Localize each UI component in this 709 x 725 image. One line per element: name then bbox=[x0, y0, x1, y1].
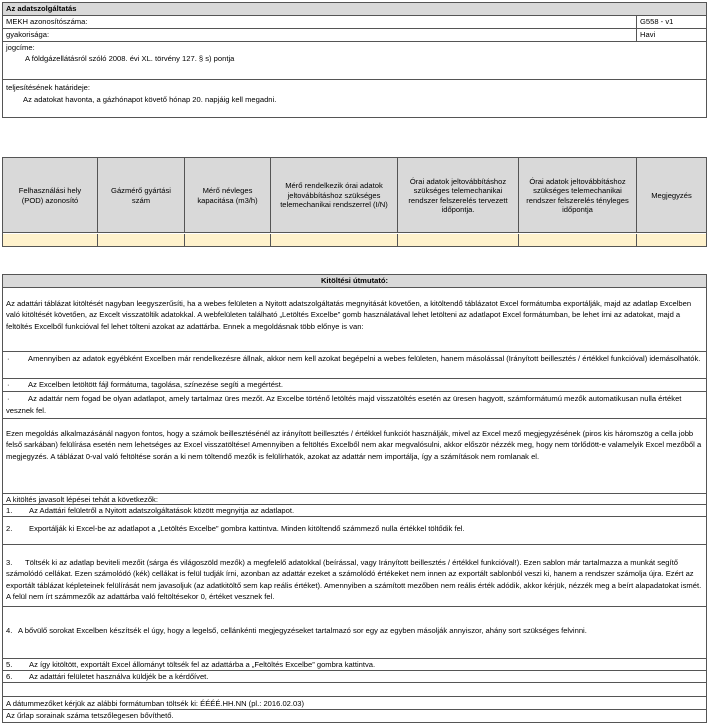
cell-telemetry-yn[interactable] bbox=[271, 234, 398, 246]
step-text: Töltsék ki az adatlap beviteli mezőit (sárga és világoszöld mezők) a megfelelő adatokkal (beírással, vagy Irányított beillesztés / értékkel funkcióval!). Ezen sablon már tartalmazza a munkát segítő számolódó cellákat. Ezen számolódó (kék) cellákat is felül tudják írni, azonban az adattár ezeket a számolódó értékeket nem innen az exportált sablonból veszi ki, hanem a rendszer számolja újra. Ezért az exportált táblázat képleteinek felülírását nem javasoljuk (az adatkitöltő sem kap reális értéket). Amennyiben a számított mezőben nem reális érték adódik, akkor kérjük, nézzék meg a beírt alapadatokat ismét. A felül nem írt számmezők az adattárba való feltöltésekor 0, értéket vesznek fel. bbox=[6, 558, 702, 602]
cell-meter-capacity[interactable] bbox=[185, 234, 271, 246]
step-2 bbox=[3, 517, 706, 545]
step-text: Exportálják ki Excel-be az adatlapot a „Letöltés Excelbe” gombra kattintva. Minden kitöltendő számmező nulla értékkel töltődik fel. bbox=[29, 524, 465, 533]
header-comment: Megjegyzés bbox=[651, 190, 692, 200]
bullet-text: Az adattár nem fogad be olyan adatlapot, amely tartalmaz üres mezőt. Az Excelbe történő letöltés majd visszatöltés esetén az üresen hagyott, számformátumú mezők automatikusan nulla értéket vesznek fel. bbox=[6, 394, 682, 415]
step-number: 4. bbox=[6, 626, 13, 635]
section-title: Az adatszolgáltatás bbox=[3, 3, 706, 16]
guide-note: Ezen megoldás alkalmazásánál nagyon fontos, hogy a számok beillesztésénél az irányított beillesztés / értékkel funkciót használják, mivel az Excel mező megjegyzésének (piros kis háromszög a cella jobb felső sarkában) felülírása esetén nem lehetséges az Excel visszatöltése! Amennyiben a feltöltés Excelből nem akar megvalósulni, akkor először nézzék meg, hogy nem törlődött-e valamelyik Excel mezőből a megjegyzés. A táblázat 0-val való feltöltése során a ki nem töltendő mezők is felülírhatók, azokat az adattár nem importálja, így a számítások nem romlanak el. bbox=[6, 429, 702, 461]
deadline-block bbox=[3, 80, 706, 117]
guide-bullet-2 bbox=[3, 378, 706, 391]
step-number: 1. bbox=[6, 506, 13, 515]
bullet-marker: · bbox=[7, 354, 10, 363]
table-input-row bbox=[3, 234, 706, 246]
step-number: 6. bbox=[6, 672, 13, 681]
step-5 bbox=[3, 659, 706, 671]
blank-row bbox=[3, 683, 706, 697]
cell-actual-date[interactable] bbox=[519, 234, 637, 246]
step-number: 5. bbox=[6, 660, 13, 669]
guide-intro: Az adattári táblázat kitöltését nagyban leegyszerűsíti, ha a webes felületen a Nyitott adatszolgáltatás megnyitását követően, a kitöltendő táblázatot Excel formátumba exportálják, majd az adatlap Excelben való kitöltését követően, az Excelt visszatöltik adatokkal. A webfelületen található „Letöltés Excelbe” gomb használatával lehet letölteni az adatlapot Excel formátumban, be lehet írni az adatokat, majd a feltöltés Excelből funkcióval fel lehet tölteni azokat az adattárba. Ennek a megoldásnak több előnye is van: bbox=[6, 299, 692, 331]
fill-guide-box bbox=[2, 274, 707, 723]
header-planned-date: Órai adatok jeltovábbításhoz szükséges telemechanikai rendszer felszerelés tervezett időpontja. bbox=[398, 158, 519, 233]
rows-expand-note: Az űrlap sorainak száma tetszőlegesen bővíthető. bbox=[6, 711, 174, 720]
bullet-marker: · bbox=[7, 380, 10, 389]
mekh-label: MEKH azonosítószáma: bbox=[3, 16, 637, 29]
step-3-text-wrap bbox=[3, 545, 706, 603]
step-text: Az adattári felületet használva küldjék be a kérdőívet. bbox=[29, 672, 209, 681]
cell-planned-date[interactable] bbox=[398, 234, 519, 246]
guide-bullet-3 bbox=[3, 391, 706, 419]
cell-meter-serial[interactable] bbox=[98, 234, 185, 246]
legal-basis-value: A földgázellátásról szóló 2008. évi XL. törvény 127. § s) pontja bbox=[25, 54, 235, 64]
guide-title: Kitöltési útmutató: bbox=[3, 275, 706, 288]
bullet-marker: · bbox=[7, 394, 10, 403]
legal-basis-label: jogcíme: bbox=[6, 43, 35, 52]
step-text: A bővülő sorokat Excelben készítsék el úgy, hogy a legelső, cellánkénti megjegyzéseket tartalmazó sor egy az egyben másolják annyiszor, ahány sort szükséges felvinni. bbox=[18, 626, 587, 635]
bullet-text: Amennyiben az adatok egyébként Excelben már rendelkezésre állnak, akkor nem kell azokat begépelni a webes felületen, hanem másolással (Irányított beillesztés / értékkel funkcióval) idemásolhatók. bbox=[28, 354, 701, 363]
deadline-value: Az adatokat havonta, a gázhónapot követő hónap 20. napjáig kell megadni. bbox=[23, 95, 277, 105]
data-service-box bbox=[2, 2, 707, 118]
table-header-row bbox=[3, 158, 706, 233]
cell-comment[interactable] bbox=[637, 234, 706, 246]
legal-basis-block bbox=[3, 42, 706, 80]
frequency-value: Havi bbox=[637, 29, 706, 42]
header-telemetry-yn: Mérő rendelkezik órai adatok jeltovábbításhoz szükséges telemechanikai rendszerrel (I/N) bbox=[271, 158, 398, 233]
bullet-text: Az Excelben letöltött fájl formátuma, tagolása, színezése segíti a megértést. bbox=[28, 380, 283, 389]
step-number: 2. bbox=[6, 524, 13, 533]
header-meter-capacity: Mérő névleges kapacitása (m3/h) bbox=[185, 158, 271, 233]
header-actual-date: Órai adatok jeltovábbításhoz szükséges telemechanikai rendszer felszerelés tényleges időpontja bbox=[519, 158, 637, 233]
cell-pod-id[interactable] bbox=[3, 234, 98, 246]
deadline-label: teljesítésének határideje: bbox=[6, 83, 91, 92]
mekh-value: G558 - v1 bbox=[637, 16, 706, 29]
guide-bullet-1 bbox=[3, 351, 706, 378]
date-format-note: A dátummezőket kérjük az alábbi formátumban töltsék ki: ÉÉÉÉ.HH.NN (pl.: 2016.02.03) bbox=[3, 697, 706, 710]
frequency-label: gyakorisága: bbox=[3, 29, 637, 42]
step-4 bbox=[3, 607, 706, 659]
steps-intro: A kitöltés javasolt lépései tehát a következők: bbox=[3, 493, 706, 505]
step-number: 3. bbox=[6, 558, 13, 567]
data-table bbox=[2, 157, 707, 247]
step-text: Az így kitöltött, exportált Excel állományt töltsék fel az adattárba a „Feltöltés Excelbe” gombra kattintva. bbox=[29, 660, 376, 669]
step-1 bbox=[3, 505, 706, 517]
step-text: Az Adattári felületről a Nyitott adatszolgáltatások között megnyitja az adatlapot. bbox=[29, 506, 295, 515]
header-pod-id: Felhasználási hely (POD) azonosító bbox=[3, 158, 98, 233]
step-3 bbox=[3, 545, 706, 607]
step-6 bbox=[3, 671, 706, 683]
header-meter-serial: Gázmérő gyártási szám bbox=[98, 158, 185, 233]
